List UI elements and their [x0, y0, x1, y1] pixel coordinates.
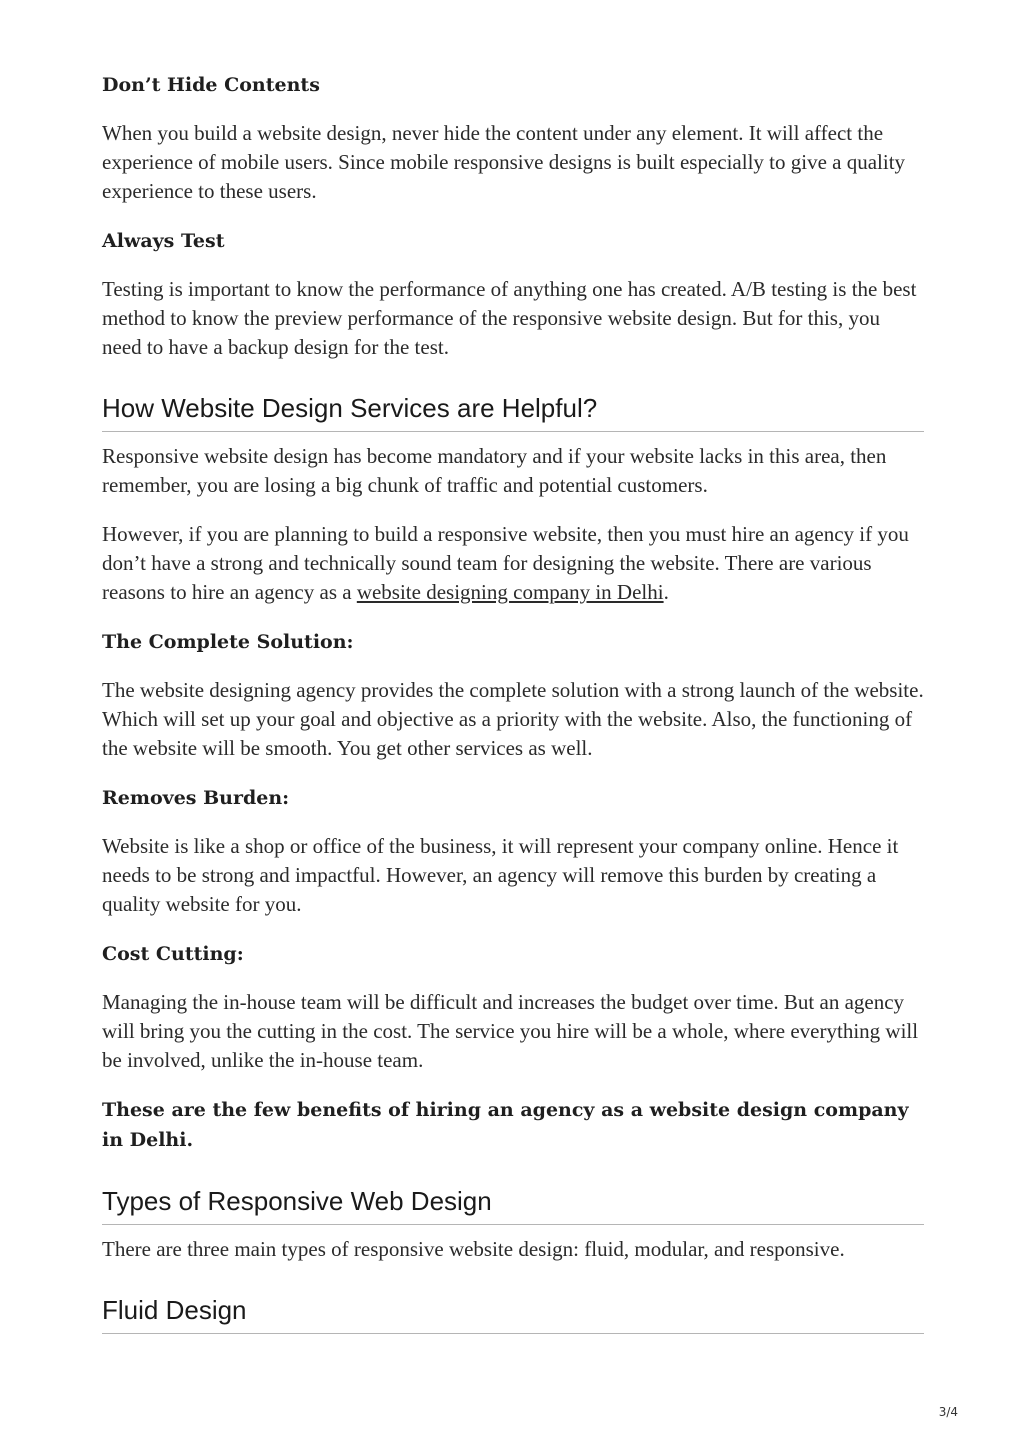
helpful-paragraph-2	[102, 520, 924, 607]
helpful-paragraph-1: Responsive website design has become mandatory and if your website lacks in this area, then remember, you are losing a big chunk of traffic and potential customers.	[102, 444, 887, 497]
always-test-heading: Always Test	[102, 230, 225, 252]
fluid-design-heading: Fluid Design	[102, 1293, 924, 1334]
dont-hide-contents-heading: Don’t Hide Contents	[102, 74, 320, 96]
removes-burden-heading: Removes Burden:	[102, 787, 290, 809]
complete-solution-heading: The Complete Solution:	[102, 631, 354, 653]
types-paragraph: There are three main types of responsive website design: fluid, modular, and responsive.	[102, 1237, 845, 1261]
website-designing-company-link[interactable]: website designing company in Delhi	[356, 580, 664, 604]
cost-cutting-heading: Cost Cutting:	[102, 943, 244, 965]
removes-burden-paragraph: Website is like a shop or office of the business, it will represent your company online. Hence it needs to be strong and impactful. However, an agency will remove this burden by creating a quality website for you.	[102, 834, 899, 916]
benefits-summary: These are the few benefits of hiring an agency as a website design company in Delhi.	[102, 1099, 909, 1151]
types-section-heading: Types of Responsive Web Design	[102, 1184, 924, 1225]
helpful-section-heading: How Website Design Services are Helpful?	[102, 391, 924, 432]
cost-cutting-paragraph: Managing the in-house team will be difficult and increases the budget over time. But an agency will bring you the cutting in the cost. The service you hire will be a whole, where everything will be involved, unlike the in-house team.	[102, 990, 919, 1072]
page-number: 3/4	[938, 1405, 958, 1419]
helpful-paragraph-2-suffix: .	[663, 580, 669, 604]
always-test-paragraph: Testing is important to know the performance of anything one has created. A/B testing is the best method to know the preview performance of the responsive website design. But for this, you need to have a backup design for the test.	[102, 277, 917, 359]
document-page	[102, 70, 924, 1344]
dont-hide-contents-paragraph: When you build a website design, never hide the content under any element. It will affect the experience of mobile users. Since mobile responsive designs is built especially to give a quality experience to these users.	[102, 121, 906, 203]
helpful-paragraph-2-prefix: However, if you are planning to build a responsive website, then you must hire an agency if you don’t have a strong and technically sound team for designing the website. There are various reasons to hire an agency as a	[102, 522, 909, 604]
complete-solution-paragraph: The website designing agency provides the complete solution with a strong launch of the website. Which will set up your goal and objective as a priority with the website. Also, the functioning of the website will be smooth. You get other services as well.	[102, 678, 924, 760]
